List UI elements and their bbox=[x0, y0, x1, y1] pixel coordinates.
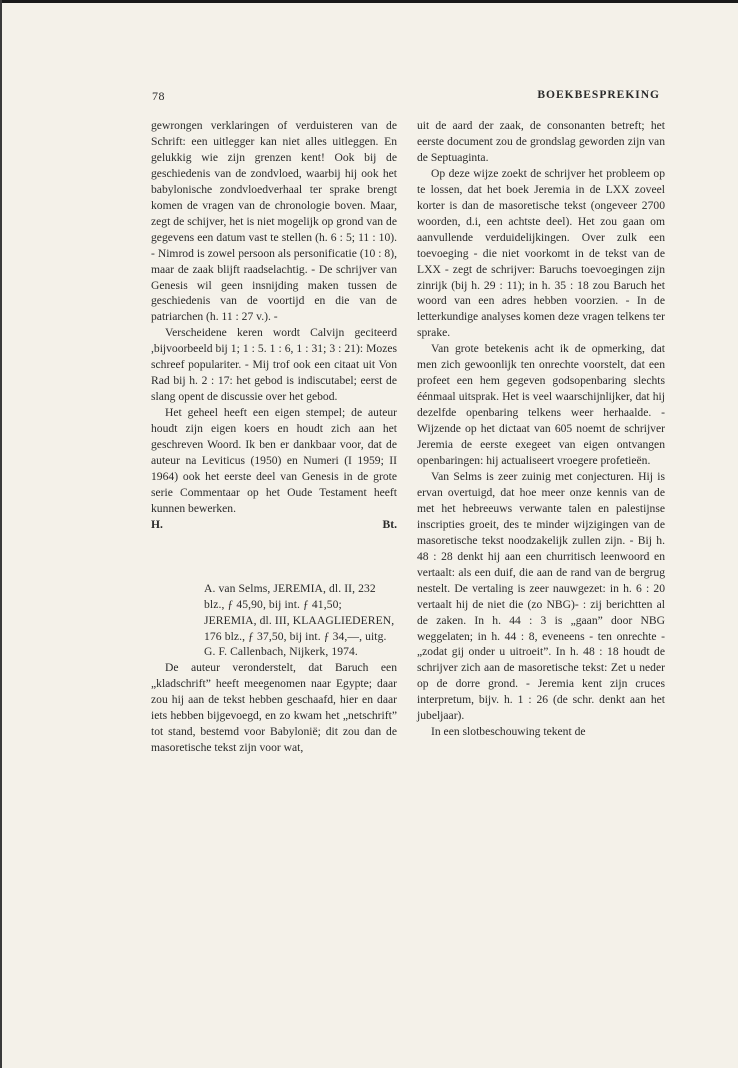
bibliography-entry bbox=[151, 581, 397, 661]
paragraph: In een slotbeschouwing tekent de bbox=[431, 725, 586, 739]
right-column bbox=[417, 118, 665, 740]
running-head: BOEKBESPREKING bbox=[537, 89, 660, 101]
paragraph: Verscheidene keren wordt Calvijn geciteerd ,bijvoorbeeld bij 1; 1 : 5. 1 : 6, 1 : 31; 3 : 21): Mozes schreef populariter. - Mij trof ook een citaat uit Von Rad bij h. 2 : 17: het gebod is indiscutabel; eerst de slang opent de discussie over het gebod. bbox=[151, 326, 397, 404]
signature-initial: H. bbox=[151, 517, 163, 531]
page-left-edge bbox=[0, 0, 2, 1068]
left-column bbox=[151, 118, 397, 756]
bibliography-line: A. van Selms, JEREMIA, dl. II, 232 blz., ƒ 45,90, bij int. ƒ 41,50; bbox=[204, 581, 376, 611]
paragraph: gewrongen verklaringen of verduisteren van de Schrift: een uitlegger kan niet alles uitleggen. En gelukkig wie zijn grenzen kent! Ook bij de geschiedenis van de zondvloed, waarbij hij ook het babylonische zondvloedverhaal ter sprake brengt komen de vragen van de chronologie boven. Maar, zegt de schijver, het is niet mogelijk op grond van de gegevens een datum vast te stellen (h. 6 : 5; 11 : 10). - Nimrod is zowel persoon als personificatie (10 : 8), maar de zaak blijft raadselachtig. - De schrijver van Genesis wil geen insnijding maken tussen de geschiedenis van de voortijd en die van de patriarchen (h. 11 : 27 v.). - bbox=[151, 119, 397, 324]
signature-name: Bt. bbox=[382, 517, 397, 531]
page-top-edge bbox=[0, 0, 738, 3]
paragraph: Het geheel heeft een eigen stempel; de auteur houdt zijn eigen koers en houdt zich aan het geschreven Woord. Ik ben er dankbaar voor, dat de auteur na Leviticus (1950) en Numeri (I 1959; II 1964) ook het eerste deel van Genesis in de grote serie Commentaar op het Oude Testament heeft kunnen bewerken. bbox=[151, 406, 397, 515]
paragraph: uit de aard der zaak, de consonanten betreft; het eerste document zou de grondslag geworden zijn van de Septuaginta. bbox=[417, 119, 665, 164]
review-signature bbox=[151, 517, 397, 533]
paragraph: Van Selms is zeer zuinig met conjecturen. Hij is ervan overtuigd, dat hoe meer onze kennis van de met het hebreeuws verwante talen en palestijnse inscripties groeit, des te minder wijzigingen van de masoretische tekst noodzakelijk zullen zijn. - Bij h. 48 : 28 denkt hij aan een churritisch leenwoord en vertaalt: als een duif, die aan de rand van de bergrug nestelt. De vertaling is zeer nauwgezet: in h. 6 : 20 vertaalt hij de niet die (zo NBG)- : zij berichtten al de zaken. In h. 44 : 3 is „gaan” door NBG weggelaten; in h. 44 : 8, eveneens - ten onrechte - „zodat gij onder u uitroeit”. In h. 48 : 18 houdt de schrijver zich aan de masoretische tekst: Zet u neder op de dorre grond. - Jeremia kent zijn cruces interpretum, bijv. h. 1 : 26 (de schr. denkt aan het jubeljaar). bbox=[417, 469, 665, 723]
paragraph: Van grote betekenis acht ik de opmerking, dat men zich gewoonlijk ten onrechte voorstelt, dat een profeet een hem gegeven godsopenbaring slechts éénmaal uitsprak. Het is veel waarschijnlijker, dat hij dezelfde openbaring telkens weer herhaalde. - Wijzende op het dictaat van 605 noemt de schrijver Jeremia de eerste exegeet van eigen ontvangen openbaringen: hij actualiseert vroegere profetieën. bbox=[417, 342, 665, 468]
bibliography-line: JEREMIA, dl. III, KLAAGLIEDEREN, 176 blz., ƒ 37,50, bij int. ƒ 34,—, uitg. G. F. Callenbach, Nijkerk, 1974. bbox=[204, 613, 395, 659]
paragraph: Op deze wijze zoekt de schrijver het probleem op te lossen, dat het boek Jeremia in de LXX zoveel korter is dan de masoretische tekst (ongeveer 2700 woorden, d.i, een achtste deel). Het zou gaan om aanvullende verduidelijkingen. Over zulk een toevoeging - die niet voorkomt in de tekst van de LXX - zegt de schrijver: Baruchs toevoegingen zijn zinrijk (bij h. 29 : 11); in h. 35 : 18 zou Baruch het woord van een adres hebben voorzien. - In de letterkundige analyses komen deze vragen telkens ter sprake. bbox=[417, 166, 665, 340]
page-number: 78 bbox=[152, 89, 165, 103]
paragraph: De auteur veronderstelt, dat Baruch een „kladschrift” heeft meegenomen naar Egypte; daar zou hij aan de tekst hebben geschaafd, hier en daar iets hebben bijgevoegd, en zo kwam het „netschrift” tot stand, bestemd voor Babylonië; dit zou dan de masoretische tekst zijn voor wat, bbox=[151, 661, 397, 755]
